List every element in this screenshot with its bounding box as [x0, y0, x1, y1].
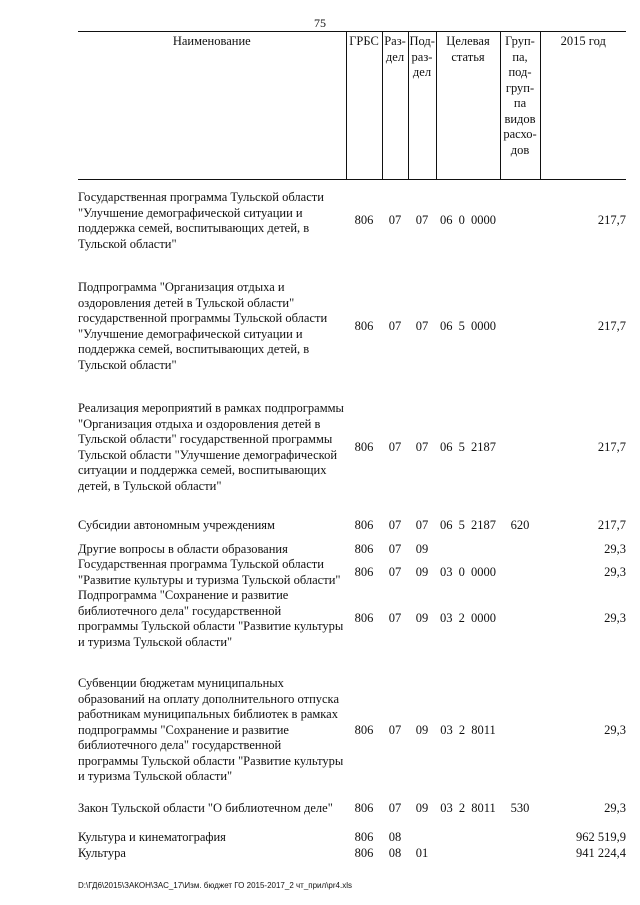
cell-grbs: 806 — [354, 541, 374, 556]
cell-razdel: 07 — [388, 611, 402, 626]
cell-grbs: 806 — [354, 213, 374, 228]
cell-amount: 941 224,4 — [576, 845, 626, 860]
cell-target — [436, 846, 500, 862]
cell-podrazdel: 09 — [415, 611, 429, 626]
cell-grbs: 806 — [354, 611, 374, 626]
cell-name: Подпрограмма "Сохранение и развитие библиотечного дела" государственной программы Тульской области "Развитие культуры и туризма Тульской области" — [78, 588, 344, 649]
cell-grbs: 806 — [354, 845, 374, 860]
page-number: 75 — [314, 16, 326, 30]
cell-name: Субсидии автономным учреждениям — [78, 518, 275, 532]
cell-name: Закон Тульской области "О библиотечном деле" — [78, 800, 333, 815]
cell-amount: 217,7 — [597, 518, 626, 532]
table-body — [78, 180, 626, 862]
cell-name: Государственная программа Тульской области "Улучшение демографической ситуации и поддержка семей, воспитывающих детей, в Тульской области" — [78, 190, 324, 251]
cell-group — [500, 542, 540, 558]
cell-razdel: 07 — [388, 439, 402, 454]
cell-amount: 29,3 — [604, 800, 626, 815]
table-row — [78, 801, 626, 817]
table-row — [78, 190, 626, 252]
row-spacer — [78, 785, 626, 801]
cell-group: 620 — [510, 518, 530, 532]
cell-podrazdel — [408, 830, 436, 846]
cell-group — [500, 588, 540, 650]
cell-podrazdel: 01 — [415, 845, 429, 860]
cell-grbs: 806 — [354, 830, 374, 844]
cell-group — [500, 401, 540, 494]
cell-name: Другие вопросы в области образования — [78, 541, 288, 556]
table-row — [78, 542, 626, 558]
cell-razdel: 08 — [388, 845, 402, 860]
cell-group — [500, 830, 540, 846]
cell-razdel: 07 — [388, 541, 402, 556]
row-spacer — [78, 252, 626, 280]
cell-group — [500, 190, 540, 252]
header-name: Наименование — [78, 32, 346, 180]
cell-grbs: 806 — [354, 318, 374, 333]
cell-name: Культура и кинематография — [78, 830, 226, 844]
cell-grbs: 806 — [354, 722, 374, 737]
row-spacer — [78, 816, 626, 830]
cell-podrazdel: 09 — [415, 722, 429, 737]
table-row — [78, 676, 626, 785]
cell-grbs: 806 — [354, 439, 374, 454]
header-year: 2015 год — [540, 32, 626, 180]
cell-target: 03 2 0000 — [440, 611, 496, 626]
cell-razdel: 07 — [388, 564, 402, 579]
cell-amount: 217,7 — [597, 213, 626, 228]
row-spacer — [78, 494, 626, 518]
table-row — [78, 557, 626, 588]
cell-amount: 29,3 — [604, 541, 626, 556]
header-grbs: ГРБС — [346, 32, 382, 180]
table-row — [78, 846, 626, 862]
cell-group — [500, 676, 540, 785]
cell-podrazdel: 07 — [415, 318, 429, 333]
cell-amount: 29,3 — [604, 611, 626, 626]
cell-podrazdel: 07 — [415, 439, 429, 454]
cell-name: Государственная программа Тульской области "Развитие культуры и туризма Тульской области" — [78, 557, 341, 587]
cell-name: Реализация мероприятий в рамках подпрограммы "Организация отдыха и оздоровления детей в Тульской области" государственной программы Тульской области "Улучшение демографической ситуации и поддержка семей, воспитывающих детей, в Тульской области" — [78, 401, 344, 493]
cell-group: 530 — [510, 800, 530, 815]
row-spacer — [78, 180, 626, 191]
cell-razdel: 07 — [388, 318, 402, 333]
cell-grbs: 806 — [354, 518, 374, 532]
cell-amount: 962 519,9 — [576, 830, 626, 844]
cell-podrazdel: 09 — [415, 541, 429, 556]
cell-grbs: 806 — [354, 564, 374, 579]
table-row — [78, 588, 626, 650]
cell-target: 06 5 0000 — [440, 318, 496, 333]
cell-target: 06 5 2187 — [440, 439, 496, 454]
table-header — [78, 32, 626, 180]
cell-razdel: 08 — [388, 830, 402, 844]
footer-file-path: D:\ГД6\2015\ЗАКОН\ЗАС_17\Изм. бюджет ГО 2015-2017_2 чт_прил\pr4.xls — [78, 881, 352, 890]
cell-target — [436, 542, 500, 558]
cell-podrazdel: 07 — [415, 518, 429, 532]
cell-razdel: 07 — [388, 518, 402, 532]
cell-razdel: 07 — [388, 722, 402, 737]
cell-target: 03 2 8011 — [440, 722, 496, 737]
cell-target: 06 0 0000 — [440, 213, 496, 228]
cell-group — [500, 846, 540, 862]
cell-target: 03 0 0000 — [440, 564, 496, 579]
header-razdel: Раз- дел — [382, 32, 408, 180]
budget-table — [78, 31, 626, 861]
cell-podrazdel: 07 — [415, 213, 429, 228]
row-spacer — [78, 650, 626, 676]
cell-name: Подпрограмма "Организация отдыха и оздоровления детей в Тульской области" государственной программы Тульской области "Улучшение демографической ситуации и поддержка семей, воспитывающих детей, в Тульской области" — [78, 280, 328, 372]
cell-target — [436, 830, 500, 846]
row-spacer — [78, 534, 626, 542]
cell-podrazdel: 09 — [415, 564, 429, 579]
cell-amount: 217,7 — [597, 318, 626, 333]
cell-amount: 217,7 — [597, 439, 626, 454]
table-row — [78, 280, 626, 373]
cell-razdel: 07 — [388, 213, 402, 228]
header-podrazdel: Под- раз- дел — [408, 32, 436, 180]
cell-podrazdel: 09 — [415, 800, 429, 815]
cell-razdel: 07 — [388, 800, 402, 815]
cell-amount: 29,3 — [604, 722, 626, 737]
cell-name: Культура — [78, 845, 126, 860]
table-row — [78, 518, 626, 534]
cell-amount: 29,3 — [604, 564, 626, 579]
cell-target: 03 2 8011 — [440, 800, 496, 815]
cell-name: Субвенции бюджетам муниципальных образований на оплату дополнительного отпуска работникам муниципальных библиотек в рамках подпрограммы "Сохранение и развитие библиотечного дела" государственной программы Тульской области "Развитие культуры и туризма Тульской области" — [78, 676, 344, 783]
cell-target: 06 5 2187 — [440, 518, 496, 532]
cell-group — [500, 557, 540, 588]
table-row — [78, 401, 626, 494]
header-group: Груп- па, под- груп- па видов расхо- дов — [500, 32, 540, 180]
cell-grbs: 806 — [354, 800, 374, 815]
row-spacer — [78, 373, 626, 401]
header-target: Целевая статья — [436, 32, 500, 180]
table-row — [78, 830, 626, 846]
cell-group — [500, 280, 540, 373]
